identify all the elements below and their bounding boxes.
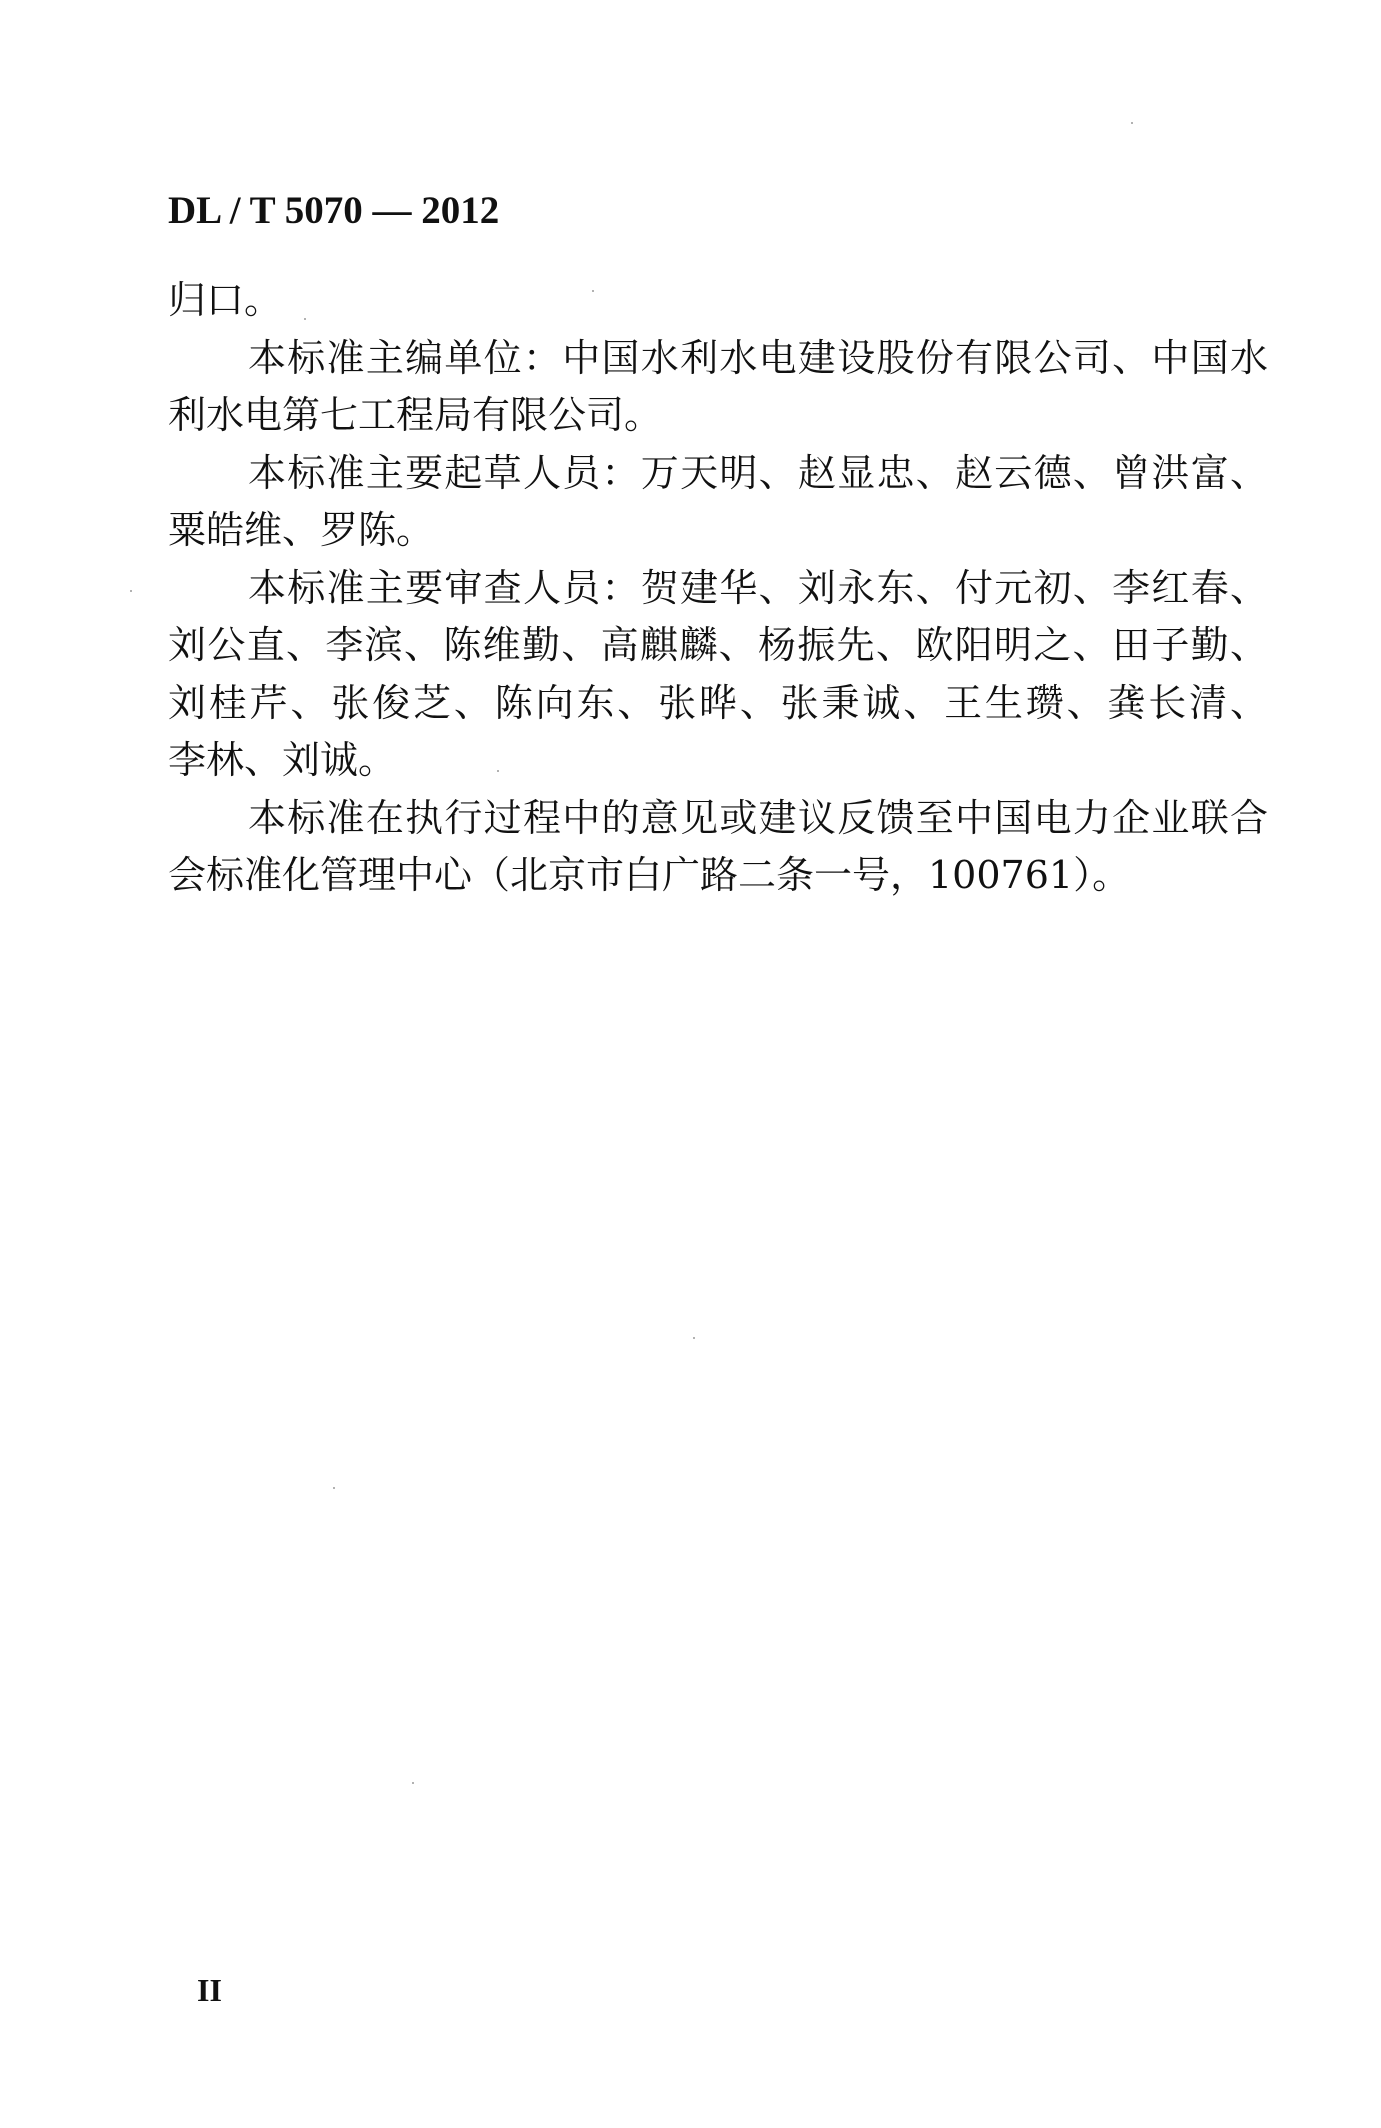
paragraph-line: 本标准主编单位：中国水利水电建设股份有限公司、中国水 <box>248 335 1268 380</box>
paragraph-line: 李林、刘诚。 <box>168 738 397 782</box>
paragraph-main-reviewers <box>168 560 1268 790</box>
standard-code-header: DL / T 5070 — 2012 <box>168 189 500 232</box>
paragraph-main-drafters <box>168 445 1268 560</box>
paragraph-line: 本标准在执行过程中的意见或建议反馈至中国电力企业联合 <box>248 795 1268 840</box>
page-number: II <box>197 1972 222 2008</box>
paragraph-line: 粟皓维、罗陈。 <box>168 508 435 552</box>
scan-speck <box>497 770 499 772</box>
paragraph-line: 本标准主要起草人员：万天明、赵显忠、赵云德、曾洪富、 <box>248 450 1268 495</box>
scan-speck <box>1131 122 1133 124</box>
paragraph-chief-editor-units <box>168 330 1268 445</box>
paragraph-feedback <box>168 790 1268 905</box>
paragraph-line: 本标准主要审查人员：贺建华、刘永东、付元初、李红春、 <box>248 565 1268 610</box>
paragraph-line: 利水电第七工程局有限公司。 <box>168 393 663 437</box>
paragraph-line: 刘桂芹、张俊芝、陈向东、张晔、张秉诚、王生瓒、龚长清、 <box>168 680 1268 725</box>
body-text <box>168 272 1268 905</box>
scan-speck <box>412 1782 414 1784</box>
scan-speck <box>592 290 594 292</box>
paragraph-line: 归口。 <box>168 278 283 322</box>
paragraph-line: 会标准化管理中心（北京市白广路二条一号，100761）。 <box>168 853 1131 897</box>
scan-speck <box>130 590 132 592</box>
paragraph-line: 刘公直、李滨、陈维勤、高麒麟、杨振先、欧阳明之、田子勤、 <box>168 623 1268 667</box>
scan-speck <box>333 1487 335 1489</box>
paragraph-return-note <box>168 272 1268 330</box>
scan-speck <box>693 1337 695 1339</box>
scan-speck <box>304 318 306 320</box>
